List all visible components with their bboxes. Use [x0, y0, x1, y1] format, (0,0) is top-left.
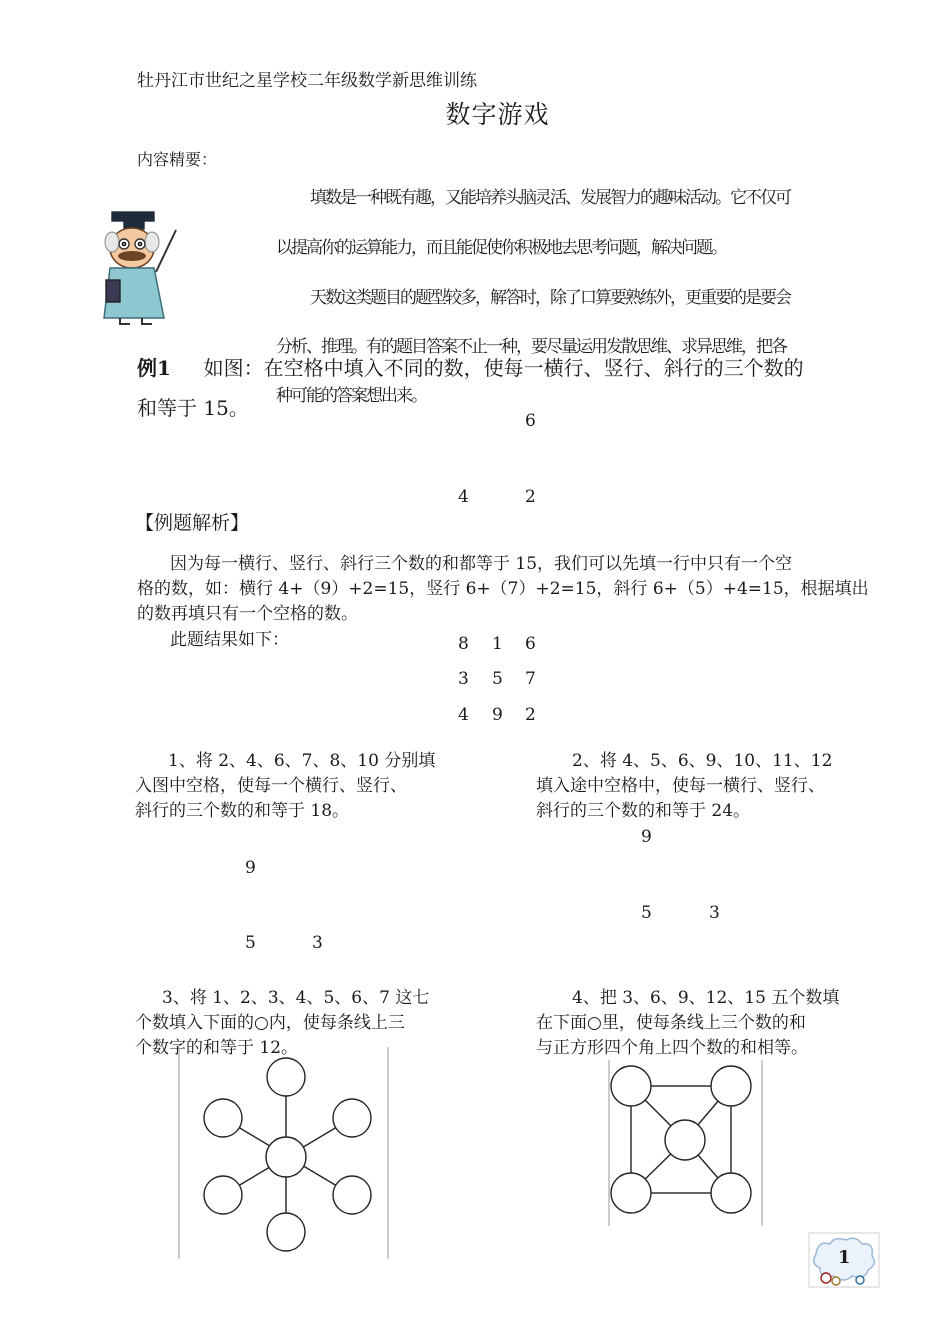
- result-cell: 7: [525, 669, 536, 689]
- analysis-line-3: 的数再填只有一个空格的数。: [137, 604, 358, 624]
- example1-cell-top-right: 6: [525, 411, 536, 431]
- problem3-line-2: 个数填入下面的○内，使每条线上三: [135, 1013, 405, 1033]
- square-circle-top-right: [711, 1066, 751, 1106]
- example1-label: 例1: [137, 356, 171, 380]
- star-circle-lower-right: [333, 1176, 371, 1214]
- problem4-line-1: 4、把 3、6、9、12、15 五个数填: [572, 988, 840, 1008]
- problem1-line-1: 1、将 2、4、6、7、8、10 分别填: [168, 751, 436, 771]
- problem2-line-2: 填入途中空格中，使每一横行、竖行、: [536, 776, 825, 796]
- result-cell: 5: [492, 669, 503, 689]
- school-line: 牡丹江市世纪之星学校二年级数学新思维训练: [137, 71, 477, 91]
- square-circle-bottom-left: [611, 1173, 651, 1213]
- problem3-line-3: 个数字的和等于 12。: [135, 1038, 299, 1058]
- square-circle-bottom-right: [711, 1173, 751, 1213]
- result-label: 此题结果如下：: [170, 630, 289, 650]
- problem2-line-1: 2、将 4、5、6、9、10、11、12: [572, 751, 833, 771]
- analysis-heading: 【例题解析】: [135, 512, 250, 534]
- page-number-badge: [808, 1232, 880, 1288]
- star-diagram: [178, 1047, 390, 1259]
- teacher-illustration: [90, 210, 190, 325]
- problem2-cell-bottom-right: 3: [709, 903, 720, 923]
- summary-line-3: 天数这类题目的题型较多，解答时，除了口算要熟练外，更重要的是要会: [310, 288, 790, 308]
- example1-cell-bottom-left: 4: [458, 487, 469, 507]
- example1-prompt: [137, 352, 804, 381]
- problem1-cell-bottom-left: 5: [245, 933, 256, 953]
- summary-line-1: 填数是一种既有趣，又能培养头脑灵活、发展智力的趣味活动。它不仅可: [310, 188, 790, 208]
- star-circle-center: [266, 1137, 306, 1177]
- problem2-cell-top: 9: [641, 827, 652, 847]
- analysis-line-2: 格的数，如：横行 4+（9）+2=15，竖行 6+（7）+2=15，斜行 6+（5）+4=15，根据填出: [137, 579, 869, 599]
- square-circle-top-left: [611, 1066, 651, 1106]
- star-circle-lower-left: [204, 1176, 242, 1214]
- star-circle-upper-left: [204, 1099, 242, 1137]
- summary-label: 内容精要：: [137, 150, 218, 169]
- problem4-line-2: 在下面○里，使每条线上三个数的和: [536, 1013, 806, 1033]
- problem1-line-2: 入图中空格，使每一个横行、竖行、: [135, 776, 407, 796]
- problem2-line-3: 斜行的三个数的和等于 24。: [536, 801, 751, 821]
- problem1-line-3: 斜行的三个数的和等于 18。: [135, 801, 350, 821]
- result-cell: 9: [492, 705, 503, 725]
- result-cell: 8: [458, 634, 469, 654]
- analysis-line-1: 因为每一横行、竖行、斜行三个数的和都等于 15，我们可以先填一行中只有一个空: [170, 554, 793, 574]
- result-cell: 6: [525, 634, 536, 654]
- example1-line1: 如图：在空格中填入不同的数，使每一横行、竖行、斜行的三个数的: [203, 356, 804, 380]
- result-cell: 3: [458, 669, 469, 689]
- star-circle-top: [267, 1058, 305, 1096]
- problem2-cell-bottom-left: 5: [641, 903, 652, 923]
- problem3-line-1: 3、将 1、2、3、4、5、6、7 这七: [162, 988, 430, 1008]
- problem1-cell-top: 9: [245, 858, 256, 878]
- page-title: 数字游戏: [445, 100, 550, 129]
- star-circle-bottom: [267, 1213, 305, 1251]
- square-circle-center: [665, 1120, 705, 1160]
- star-circle-upper-right: [333, 1099, 371, 1137]
- square-diagram: [608, 1060, 764, 1226]
- problem4-line-3: 与正方形四个角上四个数的和相等。: [536, 1038, 808, 1058]
- example1-cell-bottom-right: 2: [525, 487, 536, 507]
- summary-line-4: 分析、推理。有的题目答案不止一种，要尽量运用发散思维、求异思维，把各: [276, 337, 786, 357]
- result-cell: 1: [492, 634, 503, 654]
- example1-line2: 和等于 15。: [137, 396, 249, 420]
- page-number: 1: [838, 1247, 851, 1268]
- summary-line-5: 种可能的答案想出来。: [276, 386, 426, 406]
- result-cell: 2: [525, 705, 536, 725]
- result-cell: 4: [458, 705, 469, 725]
- problem1-cell-bottom-right: 3: [312, 933, 323, 953]
- summary-line-2: 以提高你的运算能力，而且能促使你积极地去思考问题，解决问题。: [276, 238, 726, 258]
